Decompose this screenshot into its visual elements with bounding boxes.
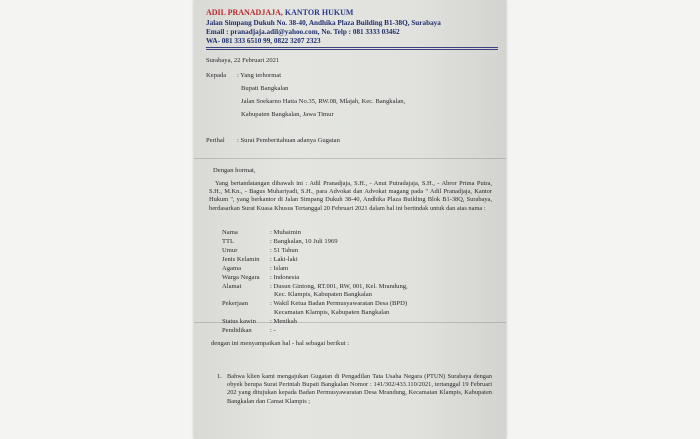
point-1: Bahwa klien kami mengajukan Gugatan di Pengadilan Tata Usaha Negara (PTUN) Surabaya dengan obyek berupa Surat Perintah Bupati Bangkalan Nomor : 141/302/433.110/2021, tertanggal 19 Februari 202 yang ditujukan kepada Badan Permusyawaratan Desa Mrandung, Kecamatan Klampis, Kabupaten Bangkalan dan Camat Klampis ; [227, 373, 492, 405]
field-label: Warga Negara [222, 274, 260, 281]
field-label: Status kawin [222, 318, 256, 325]
letterhead-rule [206, 47, 498, 48]
point-number: 1. [217, 373, 222, 380]
field-value: : Islam [270, 265, 289, 272]
field-value: : Dusun Gintong, RT.001, RW, 001, Kel. Mrandung, [270, 283, 408, 290]
letterhead-rule [206, 49, 498, 50]
to-line: : Yang terhormat [237, 72, 282, 79]
to-line: Bupati Bangkalan [241, 85, 289, 92]
field-value: Kec. Klampis, Kabupaten Bangkalan [274, 291, 372, 298]
intro-paragraph: Yang bertandatangan dibawah ini : Adil Pranadjaja, S.H., - Anut Putradajaja, S.H., - Abror Prima Putra, S.H., M.Kn., - Bagus Muhariyadi, S.H., para Advokat dan Advokat magang pada " Adil Pranadjaja, Kantor Hukum ", yang berkantor di Jalan Simpang Dukuh 38-40, Andhika Plaza Building Blok B1-38Q, Surabaya, berdasarkan Surat Kuasa Khusus Tertanggal 20 Februari 2021 dalam hal ini bertindak untuk dan atas nama : [209, 180, 492, 212]
to-label: Kepada [206, 72, 227, 79]
to-line: Kabupaten Bangkalan, Jawa Timur [241, 111, 334, 118]
field-value: : 51 Tahun [270, 247, 298, 254]
letter-date: Surabaya, 22 Februari 2021 [206, 57, 280, 64]
field-value: : Laki-laki [270, 256, 298, 263]
greeting: Dengan hormat, [213, 167, 256, 174]
field-value: : Bangkalan, 10 Juli 1969 [270, 238, 338, 245]
field-label: Jenis Kelamin [222, 256, 260, 263]
to-line: Jalan Soekarno Hatta No.35, RW.08, Mlajah, Kec. Bangkalan, [241, 98, 406, 105]
letterhead-name: ADIL PRANADJAJA, KANTOR HUKUM [206, 8, 354, 17]
field-label: TTL [222, 238, 235, 245]
field-label: Agama [222, 265, 242, 272]
field-value: : - [270, 327, 276, 334]
field-value: Kecamatan Klampis, Kabupaten Bangkalan [274, 309, 390, 316]
field-value: : Wakil Ketua Badan Permusyawaratan Desa (BPD) [270, 300, 408, 307]
field-value: : Muhaimin [270, 229, 301, 236]
subject: : Surat Pemberitahuan adanya Gugatan [237, 137, 340, 144]
field-label: Pekerjaan [222, 300, 248, 307]
field-value: : Indonesia [270, 274, 300, 281]
subject-label: Perihal [206, 137, 225, 144]
field-label: Umur [222, 247, 238, 254]
field-label: Nama [222, 229, 238, 236]
field-label: Pendidikan [222, 327, 252, 334]
closing-intro: dengan ini menyampaikan hal - hal sebagai berikut : [211, 340, 350, 347]
field-value: : Menikah [270, 318, 297, 325]
letterhead-contact: Email : pranadjaja.adil@yahoo.com, No. Telp : 081 3333 03462 [206, 28, 400, 36]
letterhead-wa: WA- 081 333 6510 99, 0822 3207 2323 [206, 37, 321, 45]
field-label: Alamat [222, 283, 242, 290]
letterhead-address: Jalan Simpang Dukuh No. 38-40, Andhika Plaza Building B1-38Q, Surabaya [206, 19, 441, 27]
paper-fold [194, 158, 506, 159]
letter-paper [194, 0, 506, 439]
